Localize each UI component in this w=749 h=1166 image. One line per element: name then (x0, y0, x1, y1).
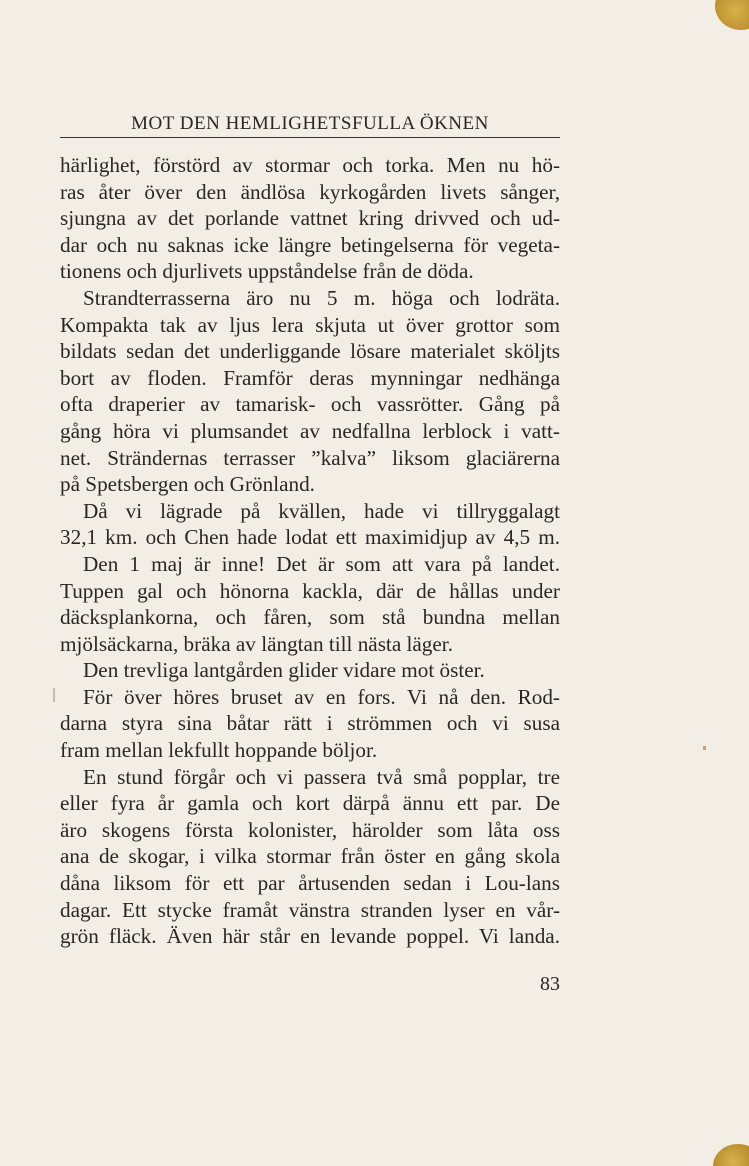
text-line: gång höra vi plumsandet av nedfallna lerblock i vatt- (60, 418, 560, 443)
text-line: ana de skogar, i vilka stormar från öster en gång skola (60, 844, 560, 869)
text-line: Tuppen gal och hönorna kackla, där de hållas under (60, 578, 560, 603)
text-line: darna styra sina båtar rätt i strömmen och vi susa (60, 711, 560, 736)
page-corner-tab (713, 1144, 749, 1166)
text-line: net. Strändernas terrasser ”kalva” liksom glaciärerna (60, 445, 560, 470)
running-header: MOT DEN HEMLIGHETSFULLA ÖKNEN (131, 113, 489, 134)
text-line: dåna liksom för ett par årtusenden sedan i Lou-lans (60, 871, 560, 896)
text-line: ras åter över den ändlösa kyrkogården livets sånger, (60, 179, 560, 204)
page-number: 83 (540, 973, 560, 995)
paper-mark (703, 746, 706, 750)
text-line: 32,1 km. och Chen hade lodat ett maximidjup av 4,5 m. (60, 525, 560, 550)
text-line: dar och nu saknas icke längre betingelserna för vegeta- (60, 232, 560, 257)
text-line: på Spetsbergen och Grönland. (60, 472, 315, 497)
text-line: bort av floden. Framför deras mynningar nedhänga (60, 365, 560, 390)
body-text (60, 152, 560, 950)
text-line: tionens och djurlivets uppståndelse från de döda. (60, 259, 474, 284)
text-line: Strandterrasserna äro nu 5 m. höga och lodräta. (83, 285, 560, 310)
text-line: ofta draperier av tamarisk- och vassrötter. Gång på (60, 392, 560, 417)
paper-mark (53, 688, 55, 702)
text-line: Då vi lägrade på kvällen, hade vi tillryggalagt (83, 498, 560, 523)
text-line: äro skogens första kolonister, härolder som låta oss (60, 817, 560, 842)
text-line: Den trevliga lantgården glider vidare mot öster. (83, 658, 485, 683)
text-line: fram mellan lekfullt hoppande böljor. (60, 738, 378, 763)
text-line: För över höres bruset av en fors. Vi nå den. Rod- (83, 684, 560, 709)
text-line: En stund förgår och vi passera två små popplar, tre (83, 764, 560, 789)
text-line: härlighet, förstörd av stormar och torka. Men nu hö- (60, 153, 560, 177)
text-line: bildats sedan det underliggande lösare materialet sköljts (60, 339, 560, 364)
text-line: däcksplankorna, och fåren, som stå bundna mellan (60, 605, 560, 630)
text-line: sjungna av det porlande vattnet kring drivved och ud- (60, 206, 560, 231)
text-line: grön fläck. Även här står en levande poppel. Vi landa. (60, 924, 560, 949)
text-line: Kompakta tak av ljus lera skjuta ut över grottor som (60, 312, 560, 337)
text-line: mjölsäckarna, bräka av längtan till nästa läger. (60, 631, 453, 656)
text-line: dagar. Ett stycke framåt vänstra stranden lyser en vår- (60, 897, 560, 922)
page-corner-tab (715, 0, 749, 30)
text-line: eller fyra år gamla och kort därpå ännu ett par. De (60, 791, 560, 816)
header-rule (60, 137, 560, 138)
text-line: Den 1 maj är inne! Det är som att vara på landet. (83, 551, 560, 576)
